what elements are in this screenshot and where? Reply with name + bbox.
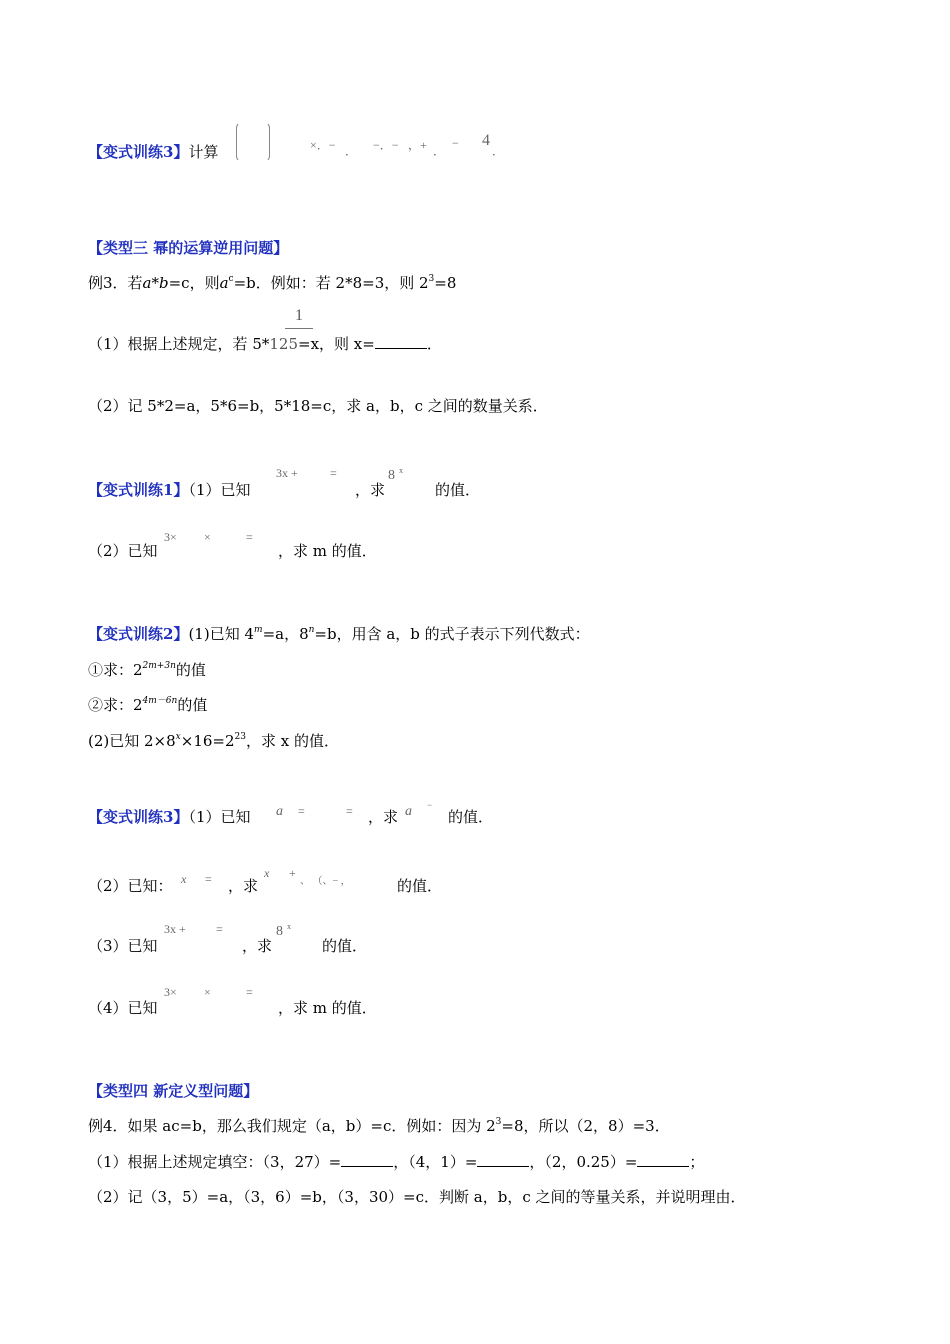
fraction-numerator: 1 [295,307,303,324]
formula-fragment: −．− [373,138,399,152]
question-line: （3）已知 [88,937,158,955]
formula-fragment: ． [433,144,446,158]
formula-fragment: 3x + [276,466,298,480]
exercise-line: 【变式训练3】（1）已知 [88,808,251,826]
question-line: （2）记 5*2=a，5*6=b，5*18=c，求 a，b，c 之间的数量关系． [88,397,548,415]
exercise-line [88,142,218,162]
question-line: （1）根据上述规定填空：（3，27）= ，（4，1）= ，（2，0.25）= ； [88,1153,705,1171]
exercise-tag: 【变式训练2】 [88,625,189,643]
list-item: (2)已知 $2\times 8^x\times 16=2^{23}$，求 x 的值． [88,732,339,750]
example-line: 例4．如果 ac=b，那么我们规定（a，b）=c．例如：因为 $2^3=8$，所以（2，8）=3． [88,1117,670,1135]
exercise-tag: 【变式训练1】 [88,481,189,499]
formula-fragment: = [246,530,253,544]
formula-fragment: × [204,530,211,544]
list-item: ②求：$2^{4m-6n}$的值 [88,696,208,714]
exercise-tag: 【变式训练3】 [88,808,189,826]
exercise-line: 【变式训练1】（1）已知 [88,481,251,499]
question-line: （2）已知： [88,877,173,895]
answer-blank[interactable] [375,334,427,349]
formula-fragment: = [330,466,337,480]
formula-fragment: 8 [388,468,395,483]
formula-fragment: ×．− [310,138,336,152]
section-heading: 【类型三 幂的运算逆用问题】 [88,239,289,257]
answer-blank[interactable] [341,1152,393,1167]
formula-fragment: 4 [482,132,490,149]
parenthesis-shape [236,122,270,162]
exercise-line: 【变式训练2】(1)已知 $4^m=a$，$8^n=b$，用含 a，b 的式子表示下列代数式： [88,625,590,643]
list-item: ①求：$2^{2m+3n}$的值 [88,661,206,679]
section-heading: 【类型四 新定义型问题】 [88,1082,259,1100]
fraction-denominator: 125 [269,335,298,353]
question-line: （1）根据上述规定，若 5*125=x，则 x= ． [88,335,442,353]
question-line: （4）已知 [88,999,158,1017]
formula-fragment: ，+ [408,138,427,152]
formula-fragment: ． [492,144,505,158]
answer-blank[interactable] [637,1152,689,1167]
exercise-tag: 【变式训练3】 [88,143,189,161]
fraction-bar [285,328,313,329]
answer-blank[interactable] [477,1152,529,1167]
formula-fragment: − [452,136,459,150]
formula-fragment: x [399,466,403,475]
formula-fragment: 3× [164,530,177,544]
example-line: 例3．若a*b=c，则$a^c=b$．例如：若 2*8=3，则 $2^3=8$ [88,274,457,292]
question-line: （2）已知 [88,542,158,560]
formula-fragment: ． [345,144,358,158]
question-line: （2）记（3，5）=a，（3，6）=b，（3，30）=c．判断 a，b，c 之间的等量关系，并说明理由． [88,1188,746,1206]
exercise-label: 计算 [188,143,219,161]
